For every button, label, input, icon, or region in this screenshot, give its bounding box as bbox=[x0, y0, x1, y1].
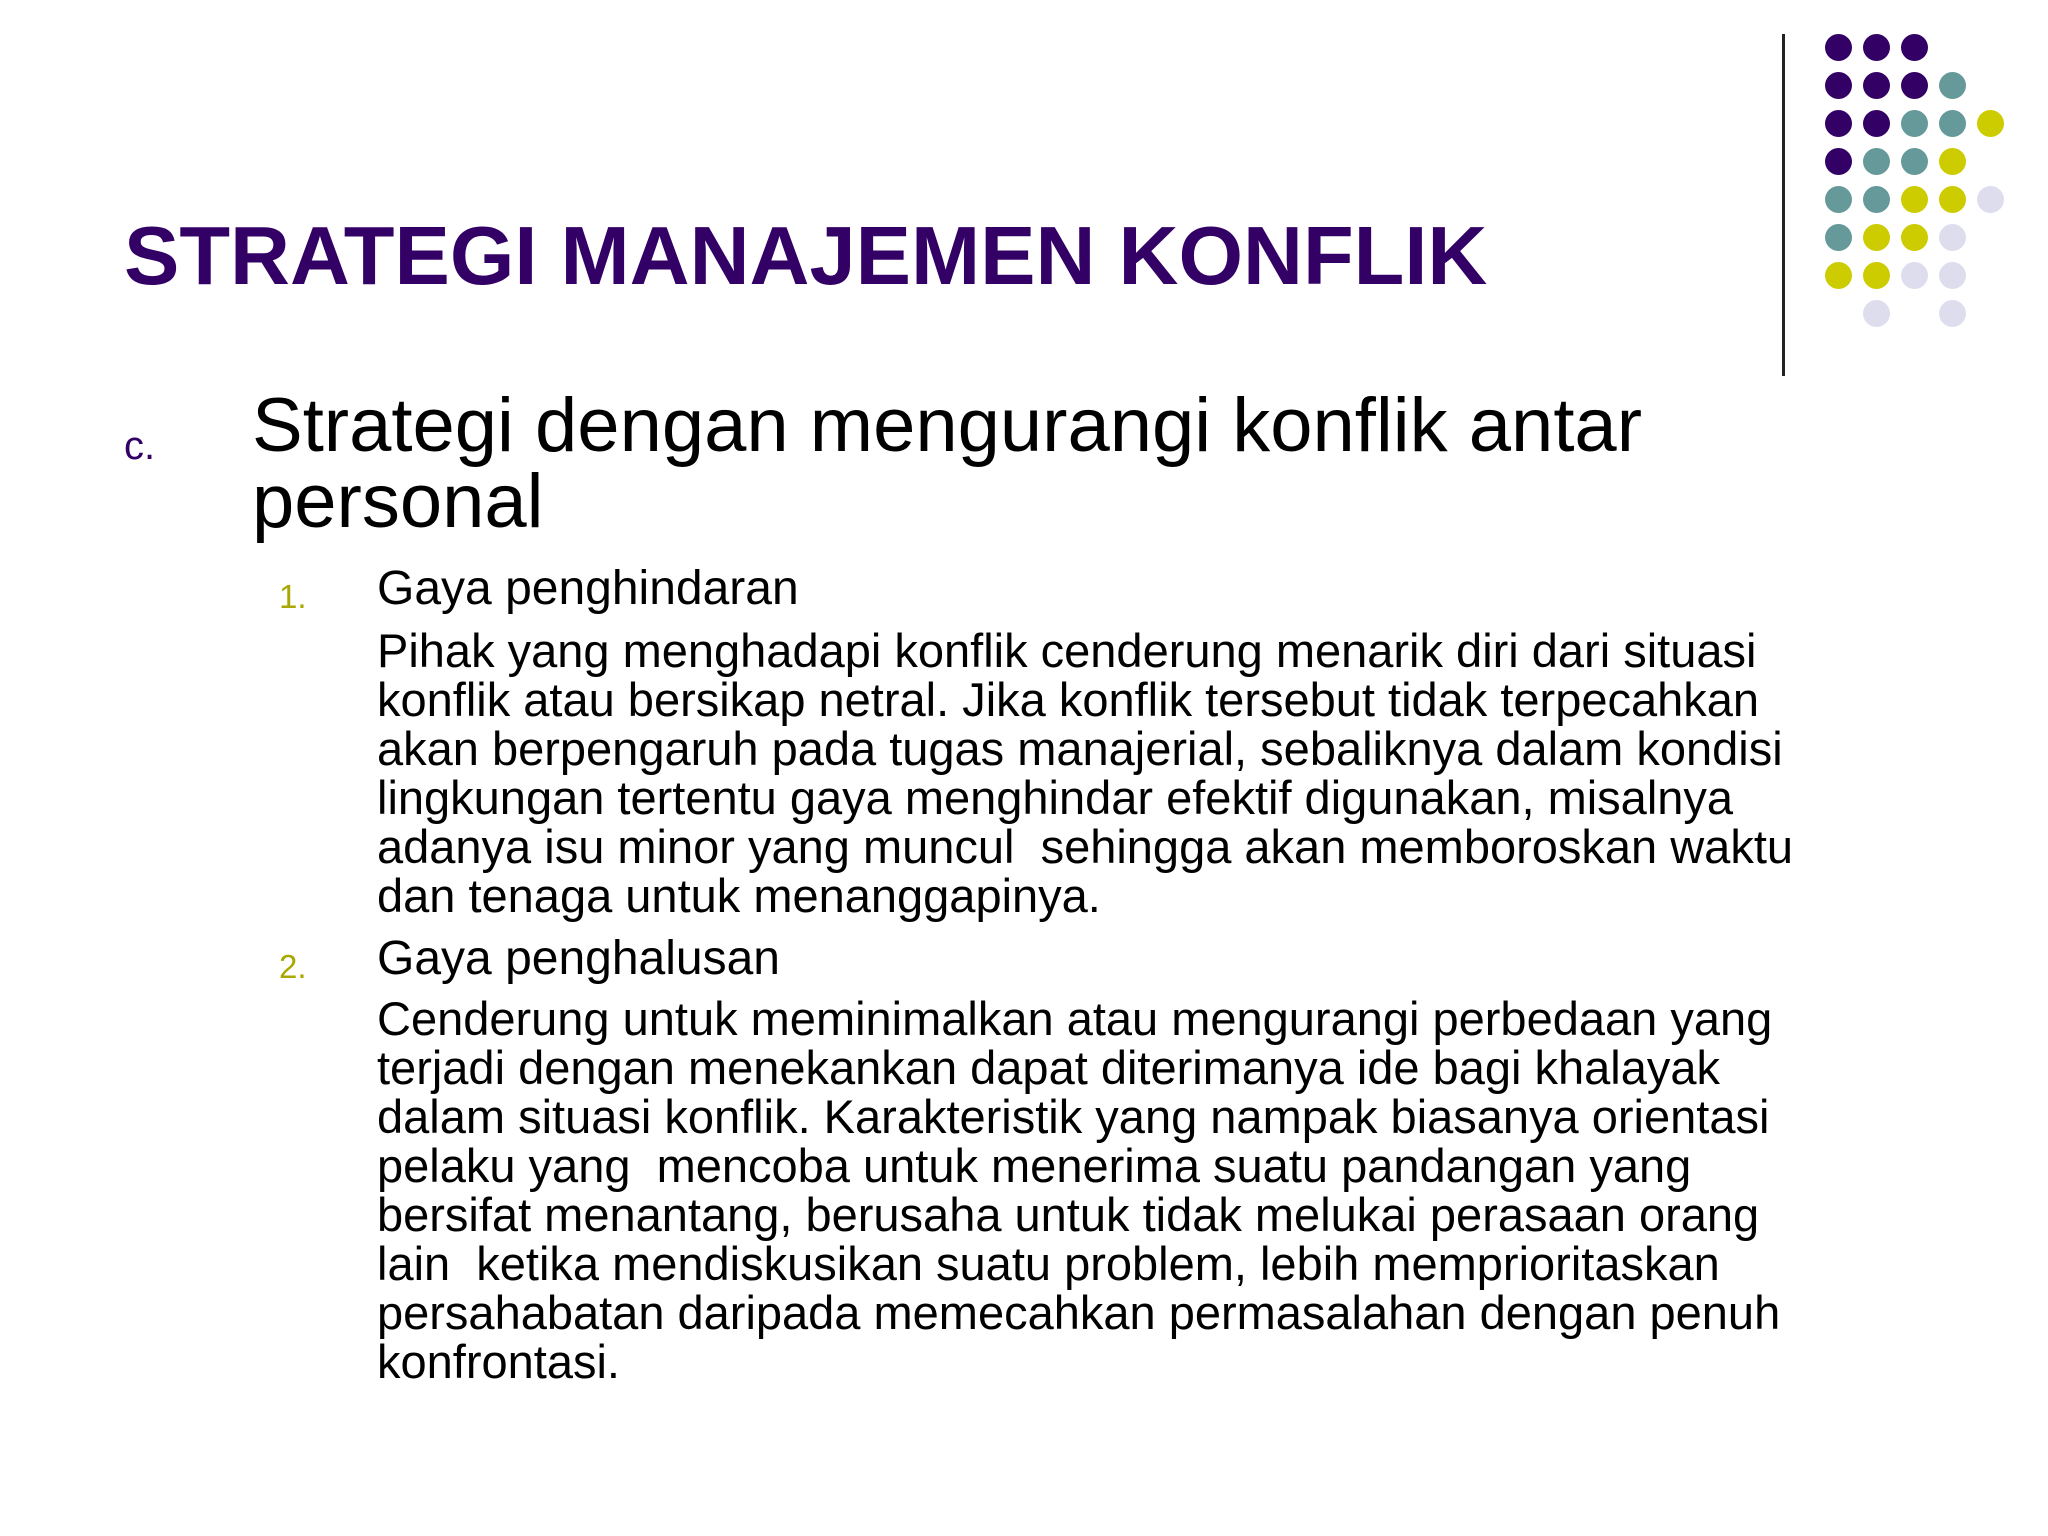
item-number: 1. bbox=[279, 578, 307, 615]
dot bbox=[1863, 34, 1890, 61]
body-line: akan berpengaruh pada tugas manajerial, sebaliknya dalam kondisi bbox=[377, 722, 1783, 775]
item-number: 2. bbox=[279, 948, 307, 985]
dot bbox=[1901, 262, 1928, 289]
dot bbox=[1825, 262, 1852, 289]
body-line: adanya isu minor yang muncul sehingga akan memboroskan waktu bbox=[377, 820, 1794, 873]
dot bbox=[1863, 110, 1890, 137]
dot bbox=[1863, 300, 1890, 327]
body-line: konflik atau bersikap netral. Jika konflik tersebut tidak terpecahkan bbox=[377, 673, 1760, 726]
dot bbox=[1939, 262, 1966, 289]
dot bbox=[1977, 110, 2004, 137]
dot bbox=[1939, 72, 1966, 99]
item-body bbox=[377, 994, 1937, 1386]
body-line: lingkungan tertentu gaya menghindar efektif digunakan, misalnya bbox=[377, 771, 1734, 824]
body-line: bersifat menantang, berusaha untuk tidak melukai perasaan orang bbox=[377, 1188, 1760, 1241]
section-marker: c. bbox=[124, 424, 156, 468]
body-line: terjadi dengan menekankan dapat diterimanya ide bagi khalayak bbox=[377, 1041, 1721, 1094]
section-heading: Strategi dengan mengurangi konflik antar personal bbox=[252, 383, 1643, 544]
dot bbox=[1825, 72, 1852, 99]
dot bbox=[1901, 186, 1928, 213]
slide-title: STRATEGI MANAJEMEN KONFLIK bbox=[124, 209, 1488, 302]
dot bbox=[1939, 148, 1966, 175]
body-line: konfrontasi. bbox=[377, 1335, 620, 1388]
dot bbox=[1901, 72, 1928, 99]
dot bbox=[1939, 224, 1966, 251]
dot bbox=[1863, 72, 1890, 99]
dot bbox=[1825, 186, 1852, 213]
body-line: Cenderung untuk meminimalkan atau mengurangi perbedaan yang bbox=[377, 992, 1773, 1045]
dot bbox=[1863, 262, 1890, 289]
dot bbox=[1825, 110, 1852, 137]
body-line: pelaku yang mencoba untuk menerima suatu pandangan yang bbox=[377, 1139, 1692, 1192]
dot bbox=[1825, 224, 1852, 251]
vertical-divider bbox=[1782, 34, 1785, 376]
body-line: dalam situasi konflik. Karakteristik yang nampak biasanya orientasi bbox=[377, 1090, 1770, 1143]
dot bbox=[1863, 186, 1890, 213]
dot bbox=[1901, 224, 1928, 251]
dot bbox=[1901, 110, 1928, 137]
item-body bbox=[377, 626, 1937, 920]
item-title: Gaya penghindaran bbox=[377, 562, 799, 615]
dot bbox=[1901, 34, 1928, 61]
dot bbox=[1863, 148, 1890, 175]
dot bbox=[1825, 34, 1852, 61]
dot bbox=[1901, 148, 1928, 175]
dot bbox=[1825, 148, 1852, 175]
body-line: Pihak yang menghadapi konflik cenderung menarik diri dari situasi bbox=[377, 624, 1757, 677]
dot bbox=[1939, 110, 1966, 137]
body-line: dan tenaga untuk menanggapinya. bbox=[377, 869, 1101, 922]
dot bbox=[1863, 224, 1890, 251]
dot bbox=[1977, 186, 2004, 213]
item-title: Gaya penghalusan bbox=[377, 932, 780, 985]
dot bbox=[1939, 300, 1966, 327]
body-line: lain ketika mendiskusikan suatu problem, lebih memprioritaskan bbox=[377, 1237, 1720, 1290]
dot bbox=[1939, 186, 1966, 213]
body-line: persahabatan daripada memecahkan permasalahan dengan penuh bbox=[377, 1286, 1781, 1339]
